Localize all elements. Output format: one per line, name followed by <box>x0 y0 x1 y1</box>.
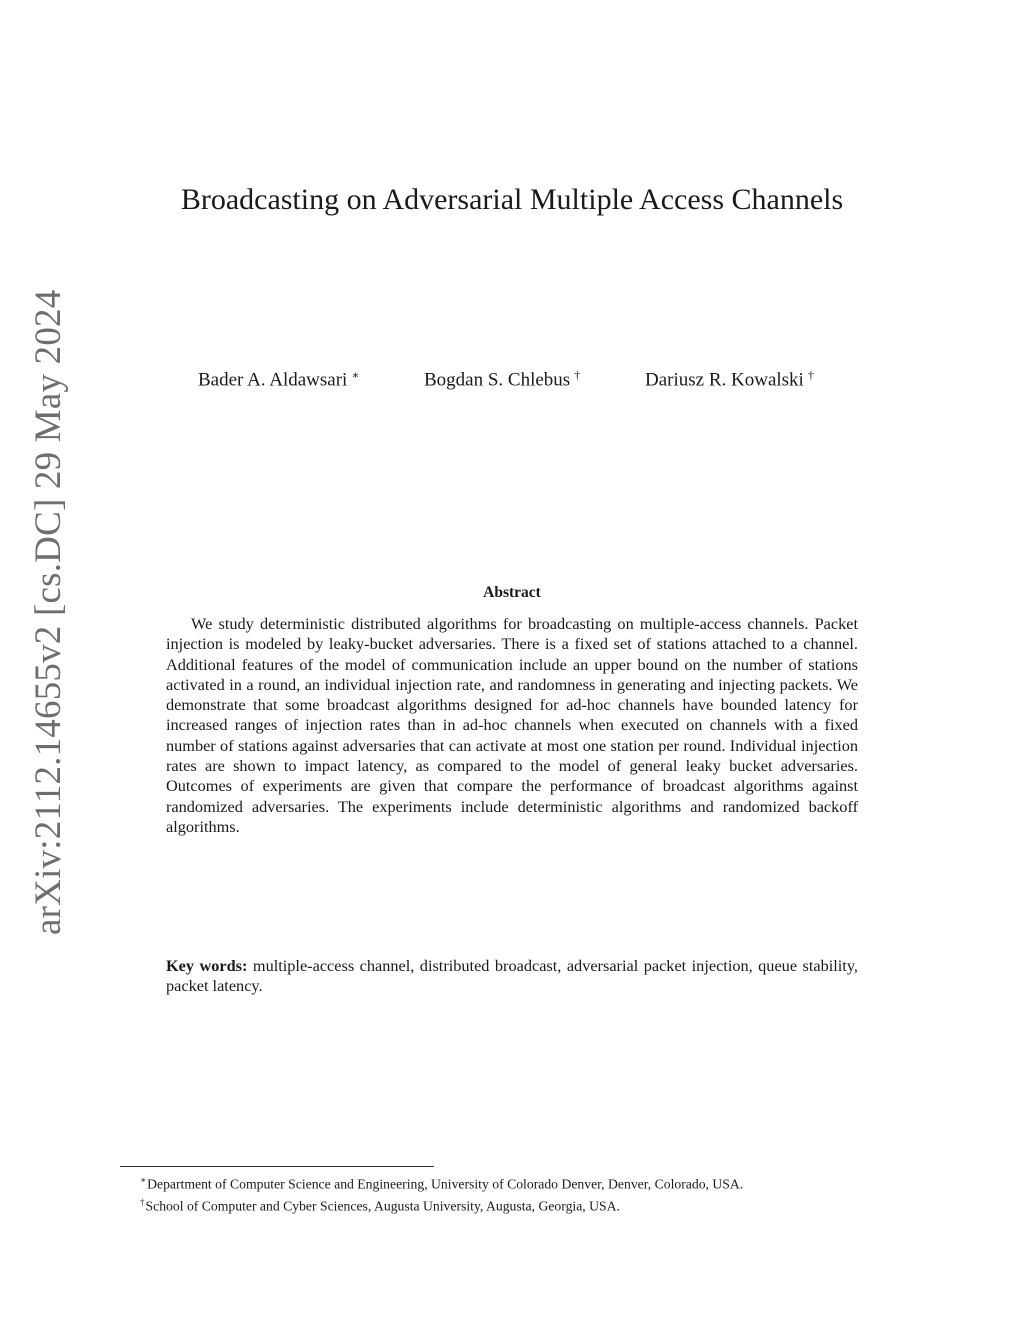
author-name: Bader A. Aldawsari <box>198 369 348 391</box>
author-2 <box>424 368 580 393</box>
keywords-label: Key words: <box>166 956 248 975</box>
author-3 <box>645 368 814 393</box>
keywords <box>166 956 858 997</box>
author-affiliation-mark: † <box>574 368 581 382</box>
author-affiliation-mark: † <box>807 368 814 382</box>
footnote-text: School of Computer and Cyber Sciences, Augusta University, Augusta, Georgia, USA. <box>145 1198 620 1214</box>
keywords-text: multiple-access channel, distributed broadcast, adversarial packet injection, queue stability, packet latency. <box>166 956 858 996</box>
footnote-mark: † <box>140 1197 145 1208</box>
footnote-mark: ∗ <box>140 1175 147 1185</box>
footnote-2 <box>140 1193 900 1215</box>
footnote-1 <box>140 1171 900 1193</box>
abstract-text: We study deterministic distributed algorithms for broadcasting on multiple-access channels. Packet injection is modeled by leaky-bucket adversaries. There is a fixed set of stations attached to a channel. Additional features of the model of communication include an upper bound on the number of stations activated in a round, an individual injection rate, and randomness in generating and injecting packets. We demonstrate that some broadcast algorithms designed for ad-hoc channels have bounded latency for increased ranges of injection rates than in ad-hoc channels when executed on channels with a fixed number of stations against adversaries that can activate at most one station per round. Individual injection rates are shown to impact latency, as compared to the model of general leaky bucket adversaries. Outcomes of experiments are given that compare the performance of broadcast algorithms against randomized adversaries. The experiments include deterministic algorithms and randomized backoff algorithms. <box>166 614 858 836</box>
author-name: Dariusz R. Kowalski <box>645 369 804 391</box>
footnotes <box>140 1171 900 1216</box>
author-1 <box>198 368 359 393</box>
paper-title: Broadcasting on Adversarial Multiple Access Channels <box>180 183 844 216</box>
footnote-text: Department of Computer Science and Engineering, University of Colorado Denver, Denver, Colorado, USA. <box>147 1176 744 1192</box>
abstract-heading: Abstract <box>483 584 541 601</box>
arxiv-identifier: arXiv:2112.14655v2 [cs.DC] 29 May 2024 <box>28 289 69 935</box>
author-name: Bogdan S. Chlebus <box>424 369 571 391</box>
author-affiliation-mark: ∗ <box>351 368 360 382</box>
footnote-divider <box>120 1166 434 1167</box>
